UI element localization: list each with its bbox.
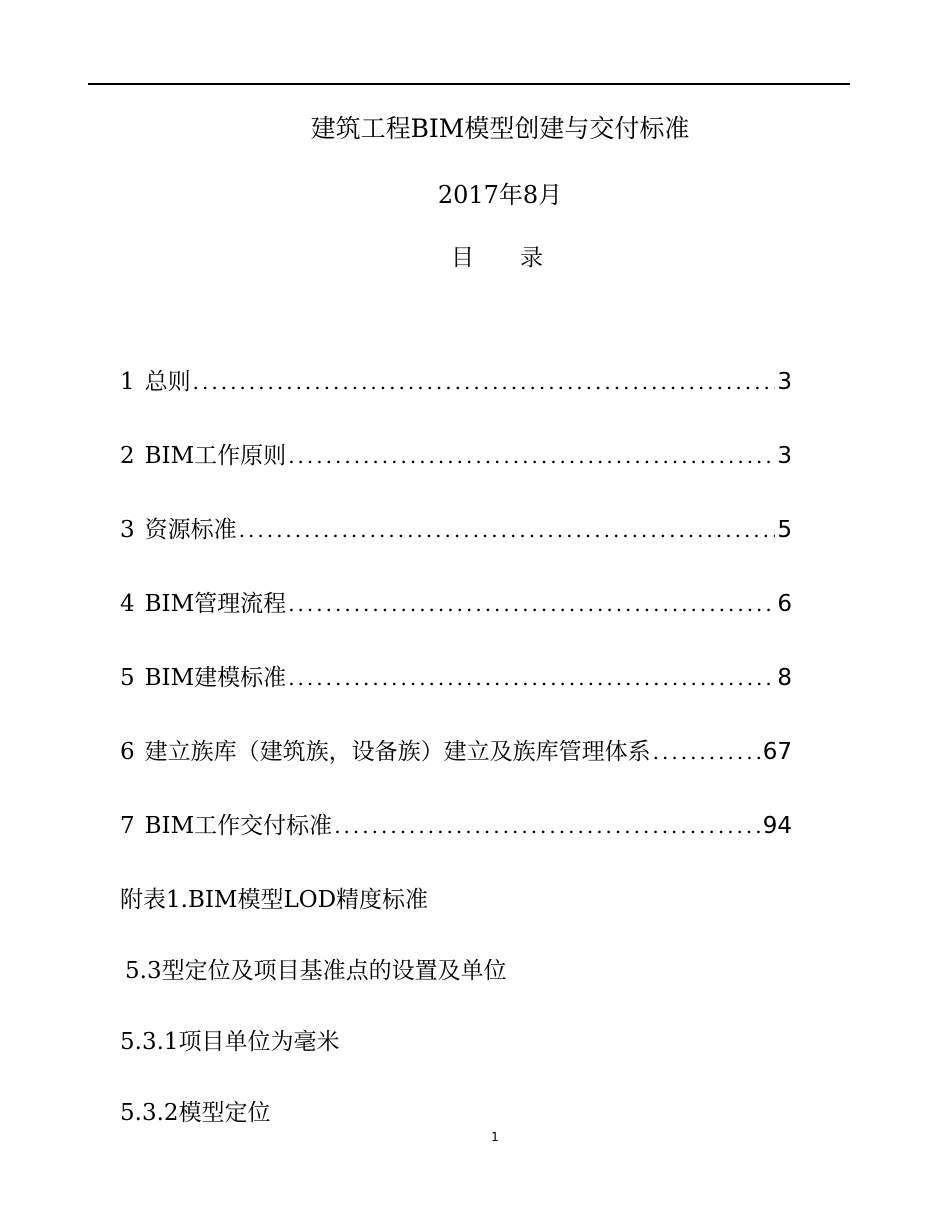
- toc-entry-label: 资源标准: [144, 517, 237, 543]
- toc-entry-number: 4: [120, 591, 135, 617]
- toc-entry-label: BIM工作原则: [144, 443, 287, 469]
- toc-entry-2[interactable]: [120, 440, 792, 514]
- subsection-line: 5.3.1项目单位为毫米: [120, 1029, 340, 1055]
- toc-entry-number: 7: [120, 813, 135, 839]
- toc-entry-label: BIM工作交付标准: [144, 813, 333, 839]
- page-number: 1: [491, 1130, 499, 1144]
- toc-dot-leader: [288, 662, 775, 694]
- toc-entry-page: 8: [777, 665, 792, 691]
- toc-entry-page: 3: [777, 369, 792, 395]
- toc-dot-leader: [239, 514, 776, 546]
- header-rule: [88, 83, 850, 85]
- toc-entry-5[interactable]: [120, 662, 792, 736]
- toc-entry-number: 1: [120, 369, 135, 395]
- table-of-contents: [120, 366, 792, 884]
- document-date: 2017年8月: [437, 181, 563, 209]
- toc-entry-3[interactable]: [120, 514, 792, 588]
- toc-entry-number: 3: [120, 517, 135, 543]
- toc-entry-label: BIM建模标准: [144, 665, 287, 691]
- toc-entry-number: 2: [120, 443, 135, 469]
- toc-entry-number: 6: [120, 739, 135, 765]
- toc-entry-page: 67: [762, 739, 792, 765]
- toc-entry-page: 5: [777, 517, 792, 543]
- toc-dot-leader: [193, 366, 776, 398]
- toc-entry-number: 5: [120, 665, 135, 691]
- document-title: 建筑工程BIM模型创建与交付标准: [310, 114, 690, 143]
- toc-entry-4[interactable]: [120, 588, 792, 662]
- toc-entry-6[interactable]: [120, 736, 792, 810]
- toc-entry-page: 3: [777, 443, 792, 469]
- appendix-line: 附表1.BIM模型LOD精度标准: [120, 887, 429, 913]
- toc-entry-page: 94: [762, 813, 792, 839]
- toc-dot-leader: [288, 440, 775, 472]
- section-heading-line: 5.3型定位及项目基准点的设置及单位: [125, 958, 507, 984]
- toc-entry-7[interactable]: [120, 810, 792, 884]
- toc-entry-1[interactable]: [120, 366, 792, 440]
- toc-heading: 目录: [451, 245, 589, 271]
- toc-dot-leader: [334, 810, 761, 842]
- toc-dot-leader: [653, 736, 761, 768]
- toc-entry-page: 6: [777, 591, 792, 617]
- toc-entry-label: BIM管理流程: [144, 591, 287, 617]
- appendix-lines: [120, 884, 507, 1168]
- subsection-line: 5.3.2模型定位: [120, 1100, 271, 1126]
- toc-entry-label: 总则: [144, 369, 191, 395]
- toc-entry-label: 建立族库（建筑族，设备族）建立及族库管理体系: [144, 739, 651, 765]
- toc-dot-leader: [288, 588, 775, 620]
